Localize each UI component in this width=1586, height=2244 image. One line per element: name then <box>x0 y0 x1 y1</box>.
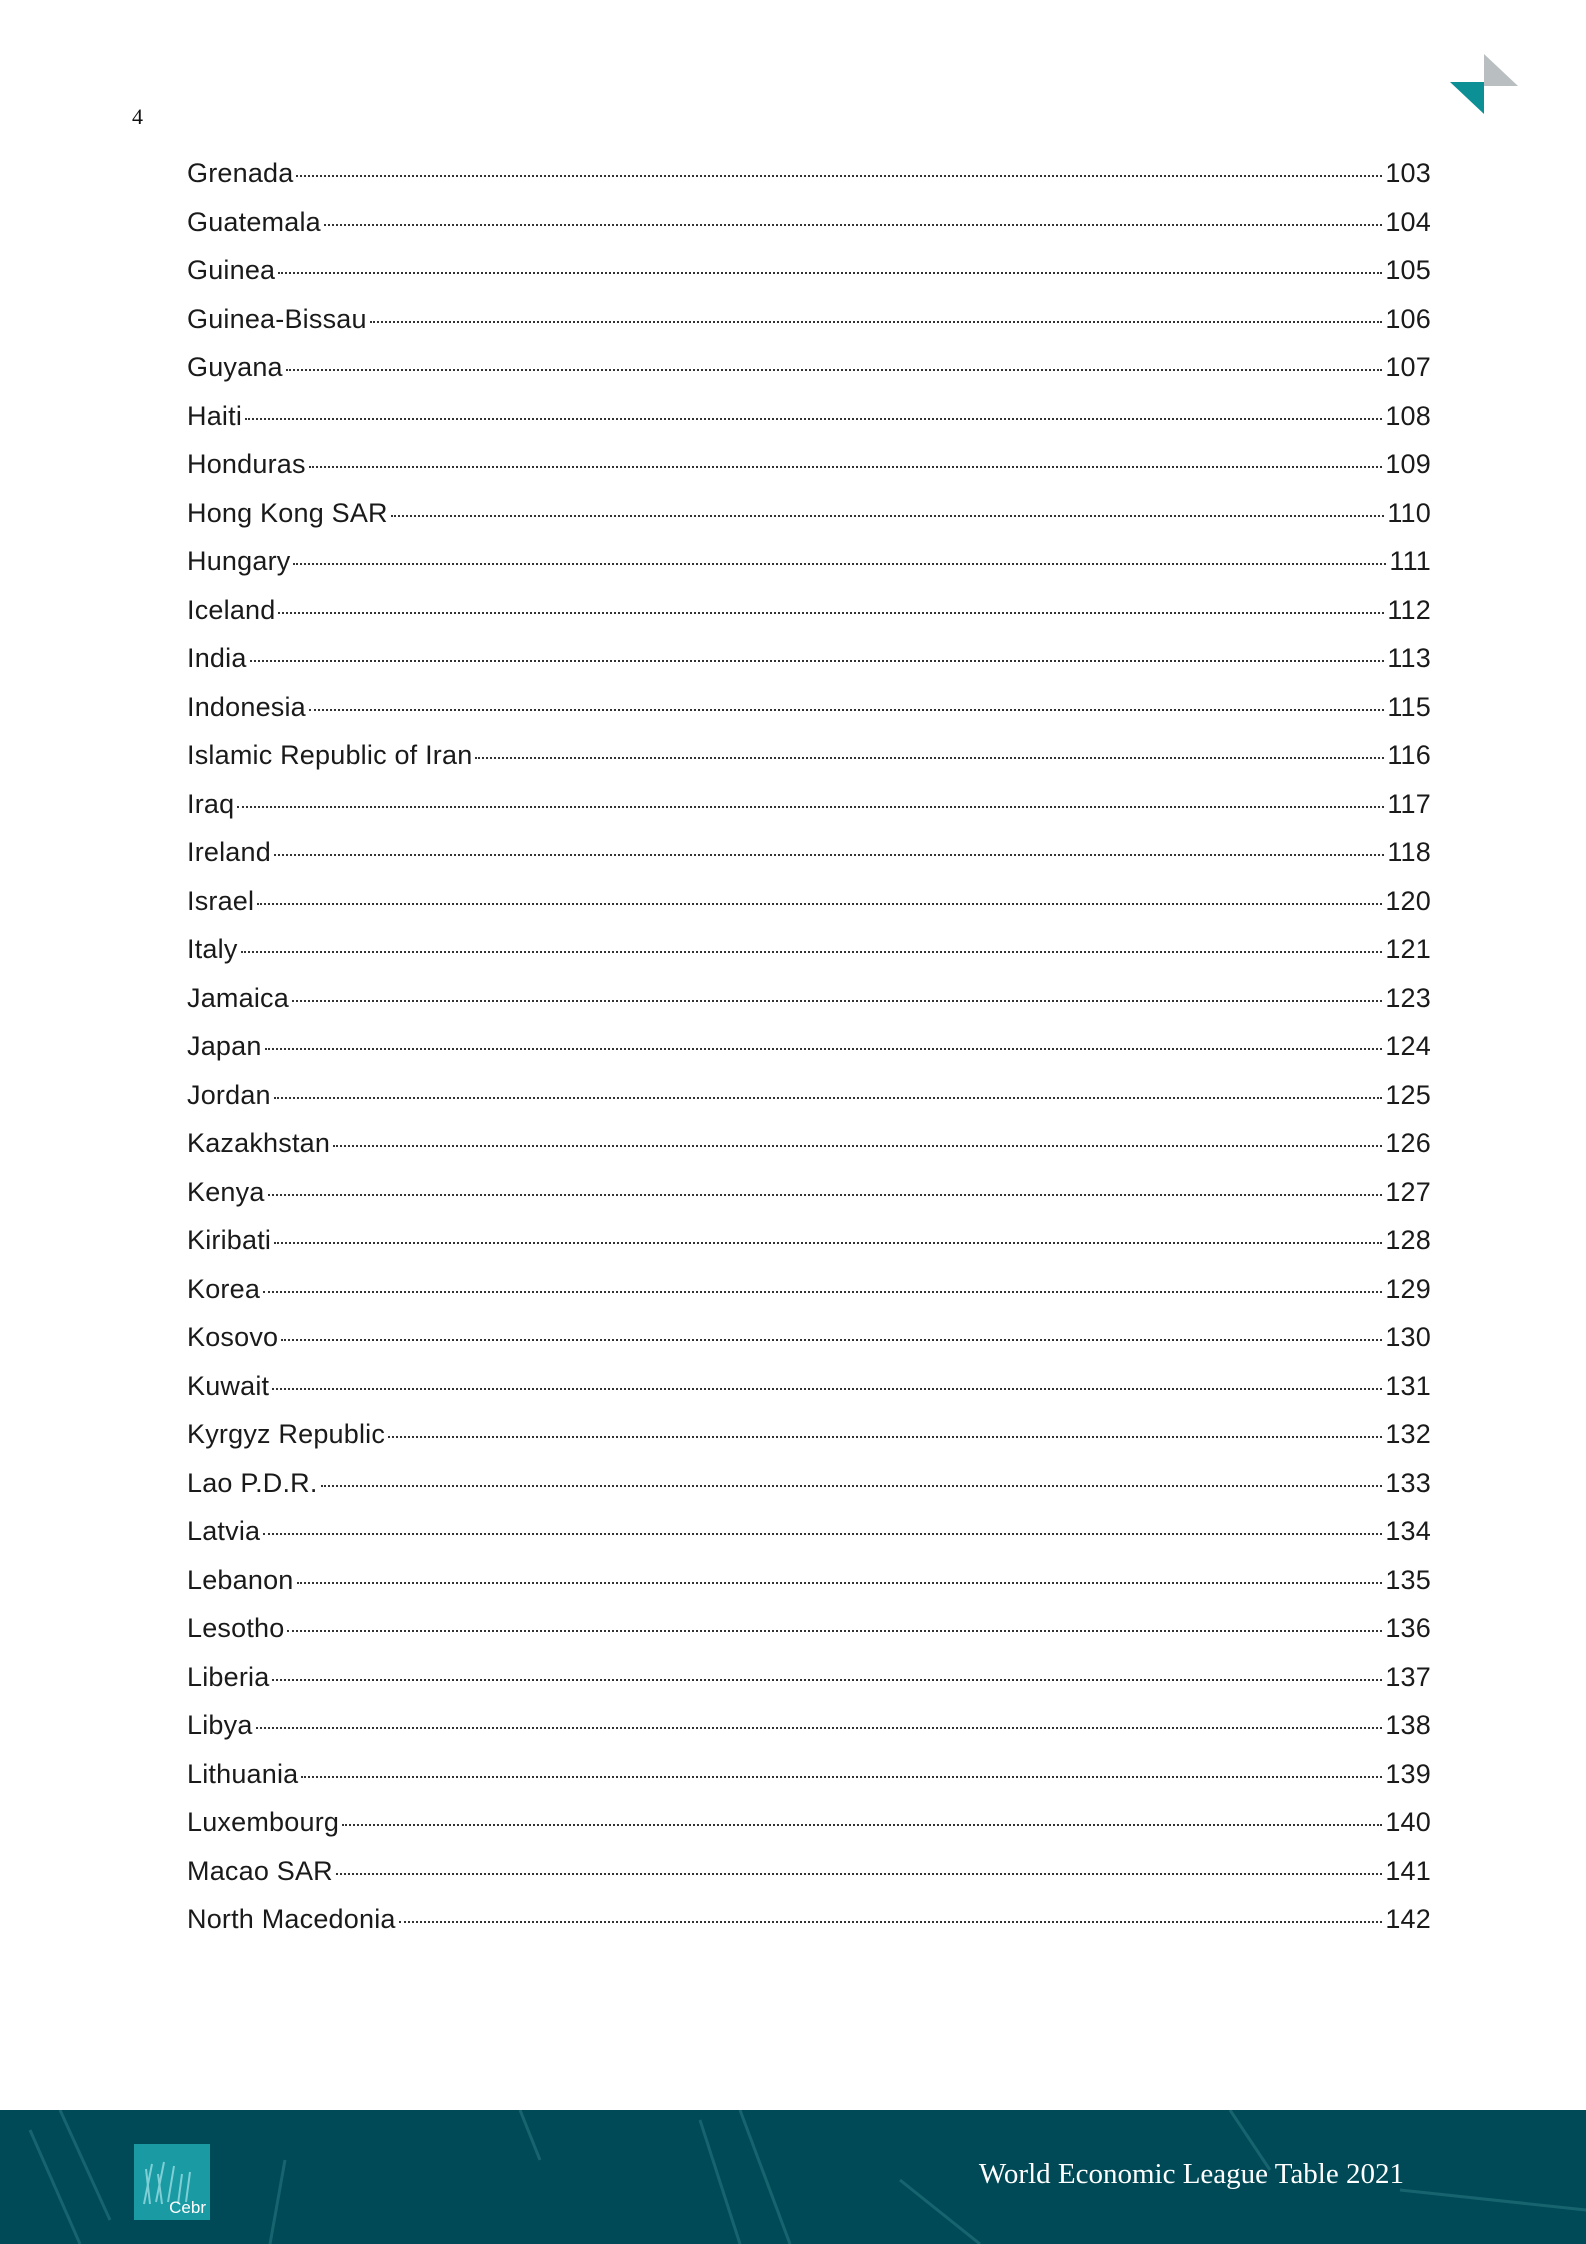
toc-dot-leader <box>301 1776 1382 1778</box>
toc-entry-name: Indonesia <box>187 691 306 722</box>
toc-entry-name: Libya <box>187 1710 253 1740</box>
toc-dot-leader <box>278 272 1382 274</box>
toc-dot-leader <box>287 1630 1382 1632</box>
toc-dot-leader <box>370 321 1383 323</box>
toc-dot-leader <box>272 1388 1382 1390</box>
toc-dot-leader <box>321 1485 1383 1487</box>
toc-entry[interactable] <box>187 1031 1431 1080</box>
toc-entry-name: Lesotho <box>187 1613 285 1643</box>
toc-entry[interactable] <box>187 1904 1431 1953</box>
toc-entry-name: Guyana <box>187 352 283 382</box>
toc-entry-page: 131 <box>1385 1370 1431 1401</box>
toc-entry[interactable] <box>187 255 1431 304</box>
toc-entry-page: 140 <box>1385 1807 1431 1837</box>
toc-entry[interactable] <box>187 1807 1431 1856</box>
toc-entry-page: 127 <box>1385 1176 1431 1207</box>
toc-entry-page: 106 <box>1385 303 1431 334</box>
toc-entry-page: 123 <box>1385 982 1431 1013</box>
toc-entry-name: Hungary <box>187 546 291 576</box>
toc-dot-leader <box>263 1291 1382 1293</box>
toc-entry-page: 137 <box>1385 1661 1431 1692</box>
toc-entry[interactable] <box>187 546 1431 595</box>
toc-entry[interactable] <box>187 352 1431 401</box>
toc-entry-name: Lao P.D.R. <box>187 1467 318 1498</box>
toc-entry-page: 120 <box>1385 885 1431 916</box>
toc-entry[interactable] <box>187 1225 1431 1274</box>
toc-entry[interactable] <box>187 789 1431 838</box>
toc-entry-page: 132 <box>1385 1419 1431 1449</box>
toc-entry-page: 115 <box>1387 691 1431 722</box>
toc-entry[interactable] <box>187 595 1431 644</box>
toc-entry-page: 116 <box>1387 740 1431 770</box>
toc-entry-page: 103 <box>1385 158 1431 188</box>
toc-entry-name: Israel <box>187 885 255 916</box>
toc-dot-leader <box>274 854 1384 856</box>
toc-entry[interactable] <box>187 498 1431 547</box>
toc-entry-page: 142 <box>1385 1904 1431 1934</box>
toc-entry-page: 125 <box>1385 1079 1431 1110</box>
toc-dot-leader <box>245 418 1382 420</box>
toc-entry-name: Lebanon <box>187 1564 294 1595</box>
toc-entry-page: 105 <box>1385 255 1431 285</box>
toc-dot-leader <box>265 1048 1383 1050</box>
toc-entry-name: Lithuania <box>187 1758 299 1789</box>
toc-dot-leader <box>263 1533 1382 1535</box>
toc-entry-page: 121 <box>1385 934 1431 964</box>
toc-entry-name: Honduras <box>187 449 306 479</box>
toc-entry-name: Islamic Republic of Iran <box>187 740 473 770</box>
toc-entry-name: Iceland <box>187 594 276 625</box>
toc-entry-name: Kosovo <box>187 1322 279 1352</box>
logo-text: Cebr <box>169 2198 206 2217</box>
toc-dot-leader <box>281 1339 1382 1341</box>
toc-entry-name: Kazakhstan <box>187 1128 331 1158</box>
toc-entry-page: 128 <box>1385 1225 1431 1255</box>
toc-entry[interactable] <box>187 983 1431 1032</box>
toc-dot-leader <box>475 757 1384 759</box>
toc-entry[interactable] <box>187 1856 1431 1905</box>
toc-entry-page: 109 <box>1385 449 1431 479</box>
page-number: 4 <box>132 104 143 129</box>
brand-corner-logo-icon <box>1448 52 1518 116</box>
toc-dot-leader <box>257 903 1382 905</box>
cebr-logo-icon <box>134 2144 210 2220</box>
toc-entry[interactable] <box>187 1662 1431 1711</box>
toc-dot-leader <box>256 1727 1383 1729</box>
toc-entry[interactable] <box>187 740 1431 789</box>
toc-entry-name: Jamaica <box>187 982 289 1013</box>
toc-entry-page: 139 <box>1385 1758 1431 1789</box>
toc-entry[interactable] <box>187 304 1431 353</box>
toc-entry-name: Italy <box>187 934 238 964</box>
toc-entry[interactable] <box>187 643 1431 692</box>
toc-dot-leader <box>286 369 1383 371</box>
toc-dot-leader <box>274 1097 1383 1099</box>
toc-dot-leader <box>296 175 1382 177</box>
toc-entry-page: 126 <box>1385 1128 1431 1158</box>
toc-entry[interactable] <box>187 1613 1431 1662</box>
toc-entry-page: 111 <box>1389 546 1431 576</box>
toc-dot-leader <box>309 709 1384 711</box>
toc-entry-page: 107 <box>1385 352 1431 382</box>
toc-dot-leader <box>250 660 1385 662</box>
toc-entry[interactable] <box>187 1128 1431 1177</box>
toc-entry-name: Japan <box>187 1031 262 1061</box>
toc-entry-page: 113 <box>1387 643 1431 673</box>
report-title: World Economic League Table 2021 <box>978 2158 1404 2190</box>
toc-entry-name: Guinea <box>187 255 276 285</box>
toc-entry-page: 135 <box>1385 1564 1431 1595</box>
toc-entry[interactable] <box>187 1274 1431 1323</box>
toc-entry-name: Kenya <box>187 1176 265 1207</box>
toc-entry-page: 141 <box>1385 1855 1431 1886</box>
toc-entry-name: Kiribati <box>187 1225 272 1255</box>
toc-dot-leader <box>274 1242 1382 1244</box>
toc-entry-name: Jordan <box>187 1079 271 1110</box>
toc-entry-name: Guatemala <box>187 206 321 237</box>
toc-entry[interactable] <box>187 1468 1431 1517</box>
toc-entry[interactable] <box>187 1419 1431 1468</box>
toc-dot-leader <box>278 612 1384 614</box>
toc-entry-page: 133 <box>1385 1467 1431 1498</box>
page-footer <box>0 2110 1586 2244</box>
toc-entry-name: Macao SAR <box>187 1855 333 1886</box>
toc-entry-page: 117 <box>1387 788 1431 819</box>
toc-entry-name: Liberia <box>187 1661 270 1692</box>
toc-entry[interactable] <box>187 401 1431 450</box>
toc-entry-name: Haiti <box>187 400 243 431</box>
toc-entry[interactable] <box>187 207 1431 256</box>
toc-entry-name: Korea <box>187 1273 261 1304</box>
toc-entry-name: Ireland <box>187 837 271 867</box>
toc-dot-leader <box>293 563 1386 565</box>
toc-entry[interactable] <box>187 449 1431 498</box>
toc-entry-name: Kuwait <box>187 1370 270 1401</box>
toc-entry-page: 118 <box>1387 837 1431 867</box>
toc-entry-name: India <box>187 643 247 673</box>
toc-dot-leader <box>336 1873 1382 1875</box>
toc-entry[interactable] <box>187 837 1431 886</box>
toc-entry-name: Grenada <box>187 158 294 188</box>
toc-entry[interactable] <box>187 1177 1431 1226</box>
toc-dot-leader <box>309 466 1383 468</box>
toc-entry[interactable] <box>187 1759 1431 1808</box>
toc-entry[interactable] <box>187 692 1431 741</box>
toc-entry-name: Kyrgyz Republic <box>187 1419 386 1449</box>
toc-entry-page: 134 <box>1385 1516 1431 1546</box>
toc-entry-name: North Macedonia <box>187 1904 396 1934</box>
toc-entry-name: Luxembourg <box>187 1807 340 1837</box>
toc-entry[interactable] <box>187 1516 1431 1565</box>
toc-entry-page: 124 <box>1385 1031 1431 1061</box>
toc-entry[interactable] <box>187 1565 1431 1614</box>
toc-entry-name: Latvia <box>187 1516 261 1546</box>
toc-dot-leader <box>342 1824 1382 1826</box>
toc-entry-page: 112 <box>1387 594 1431 625</box>
toc-entry[interactable] <box>187 1080 1431 1129</box>
toc-dot-leader <box>391 515 1385 517</box>
toc-entry-page: 136 <box>1385 1613 1431 1643</box>
toc-dot-leader <box>268 1194 1383 1196</box>
toc-entry-page: 104 <box>1385 206 1431 237</box>
toc-dot-leader <box>241 951 1383 953</box>
toc-entry[interactable] <box>187 1710 1431 1759</box>
toc-entry[interactable] <box>187 886 1431 935</box>
toc-entry-name: Iraq <box>187 788 235 819</box>
toc-dot-leader <box>292 1000 1382 1002</box>
toc-entry[interactable] <box>187 1371 1431 1420</box>
toc-dot-leader <box>333 1145 1382 1147</box>
toc-entry[interactable] <box>187 1322 1431 1371</box>
toc-entry-page: 130 <box>1385 1322 1431 1352</box>
toc-entry[interactable] <box>187 934 1431 983</box>
toc-entry-name: Hong Kong SAR <box>187 497 388 528</box>
toc-entry[interactable] <box>187 158 1431 207</box>
toc-entry-page: 138 <box>1385 1710 1431 1740</box>
toc-dot-leader <box>237 806 1384 808</box>
toc-dot-leader <box>324 224 1382 226</box>
toc-entry-page: 108 <box>1385 400 1431 431</box>
toc-dot-leader <box>272 1679 1382 1681</box>
table-of-contents <box>187 158 1431 1953</box>
toc-dot-leader <box>399 1921 1383 1923</box>
toc-entry-name: Guinea-Bissau <box>187 303 367 334</box>
toc-entry-page: 110 <box>1387 497 1431 528</box>
toc-dot-leader <box>297 1582 1383 1584</box>
toc-entry-page: 129 <box>1385 1273 1431 1304</box>
toc-dot-leader <box>388 1436 1382 1438</box>
